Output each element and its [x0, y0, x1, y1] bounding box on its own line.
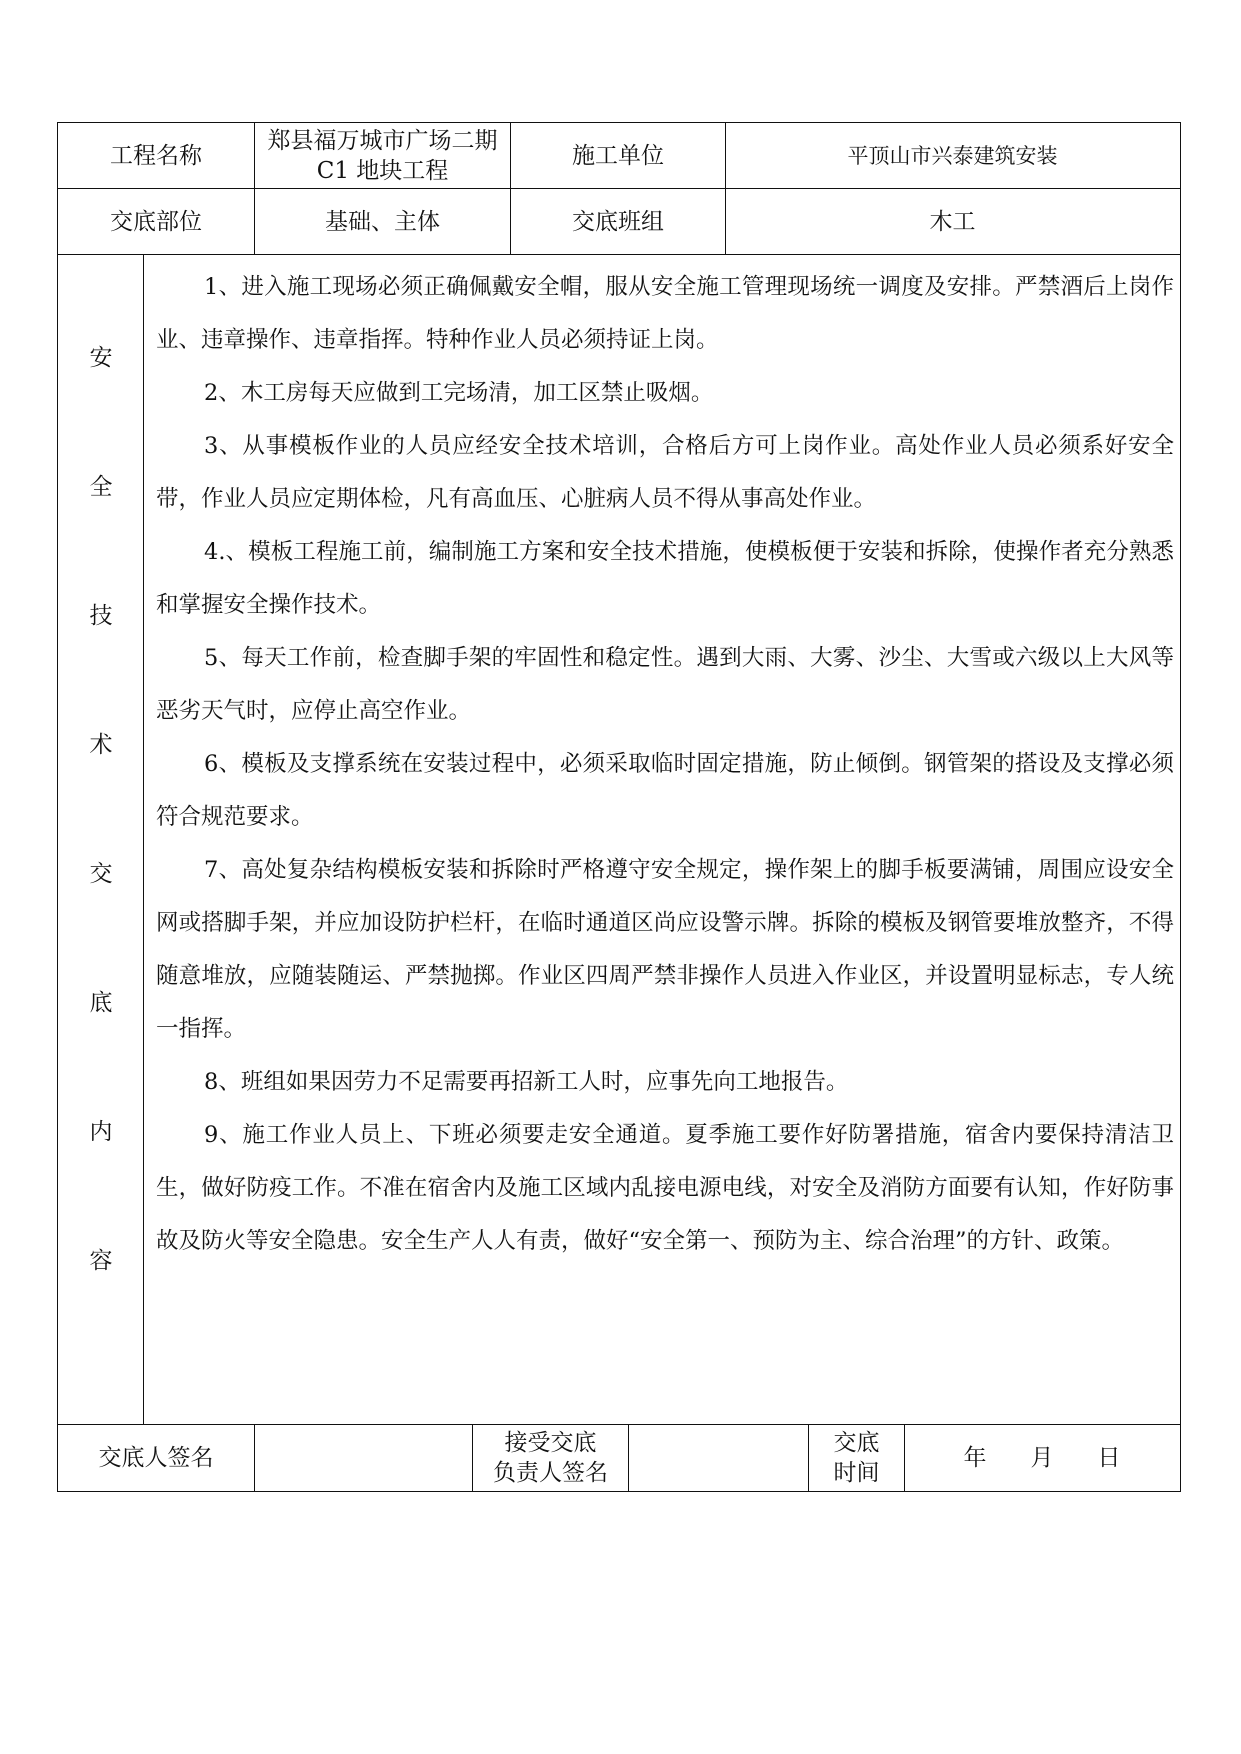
contractor-value: 平顶山市兴泰建筑安装 — [847, 143, 1058, 168]
side-char: 底 — [89, 990, 113, 1016]
project-name-label: 工程名称 — [58, 123, 255, 188]
header-row-part — [58, 189, 1180, 255]
briefing-paragraph: 3、从事模板作业的人员应经安全技术培训，合格后方可上岗作业。高处作业人员必须系好安全带，作业人员应定期体检，凡有高血压、心脏病人员不得从事高处作业。 — [156, 433, 1174, 512]
month-label: 月 — [1030, 1445, 1054, 1471]
safety-content-side-label — [58, 255, 144, 1424]
project-name-line1: 郑县福万城市广场二期 — [267, 127, 498, 154]
side-char: 容 — [89, 1248, 113, 1274]
time-label — [809, 1425, 905, 1491]
briefing-paragraph: 5、每天工作前，检查脚手架的牢固性和稳定性。遇到大雨、大雾、沙尘、大雪或六级以上大风等恶劣天气时，应停止高空作业。 — [156, 645, 1174, 724]
side-char: 术 — [89, 732, 113, 758]
receiver-label-line2: 负责人签名 — [493, 1460, 608, 1486]
part-label: 交底部位 — [58, 189, 255, 254]
part-value: 基础、主体 — [255, 189, 511, 254]
safety-briefing-form — [57, 122, 1181, 1492]
side-char: 全 — [89, 474, 113, 500]
team-value: 木工 — [929, 208, 976, 235]
project-name-line2: C1 地块工程 — [316, 157, 449, 184]
side-char: 交 — [89, 861, 113, 887]
content-row — [58, 255, 1180, 1425]
date-field[interactable] — [905, 1425, 1179, 1491]
signer-signature-field[interactable] — [255, 1425, 473, 1491]
time-label-line1: 交底 — [833, 1430, 880, 1456]
contractor-label: 施工单位 — [511, 123, 726, 188]
briefing-paragraph: 2、木工房每天应做到工完场清，加工区禁止吸烟。 — [204, 380, 714, 406]
briefing-paragraph: 7、高处复杂结构模板安装和拆除时严格遵守安全规定，操作架上的脚手板要满铺，周围应设安全网或搭脚手架，并应加设防护栏杆，在临时通道区尚应设警示牌。拆除的模板及钢管要堆放整齐，不得随意堆放，应随装随运、严禁抛掷。作业区四周严禁非操作人员进入作业区，并设置明显标志，专人统一指挥。 — [156, 857, 1174, 1042]
time-label-line2: 时间 — [833, 1460, 880, 1486]
receiver-label-line1: 接受交底 — [504, 1430, 597, 1456]
header-row-project — [58, 123, 1180, 189]
receiver-signature-field[interactable] — [629, 1425, 809, 1491]
year-label: 年 — [963, 1445, 987, 1471]
signature-row — [58, 1425, 1180, 1491]
team-label: 交底班组 — [511, 189, 726, 254]
project-name-value — [255, 123, 511, 188]
signer-label: 交底人签名 — [58, 1425, 255, 1491]
side-char: 安 — [89, 345, 113, 371]
briefing-content — [156, 261, 1174, 1268]
briefing-paragraph: 9、施工作业人员上、下班必须要走安全通道。夏季施工要作好防署措施，宿舍内要保持清洁卫生，做好防疫工作。不准在宿舍内及施工区域内乱接电源电线，对安全及消防方面要有认知，作好防事故及防火等安全隐患。安全生产人人有责，做好“安全第一、预防为主、综合治理”的方针、政策。 — [156, 1122, 1174, 1254]
briefing-paragraph: 6、模板及支撑系统在安装过程中，必须采取临时固定措施，防止倾倒。钢管架的搭设及支撑必须符合规范要求。 — [156, 751, 1174, 830]
briefing-paragraph: 1、进入施工现场必须正确佩戴安全帽，服从安全施工管理现场统一调度及安排。严禁酒后上岗作业、违章操作、违章指挥。特种作业人员必须持证上岗。 — [156, 274, 1174, 353]
day-label: 日 — [1097, 1445, 1121, 1471]
receiver-label — [473, 1425, 629, 1491]
side-char: 技 — [89, 603, 113, 629]
side-char: 内 — [89, 1119, 113, 1145]
briefing-paragraph: 4.、模板工程施工前，编制施工方案和安全技术措施，使模板便于安装和拆除，使操作者充分熟悉和掌握安全操作技术。 — [156, 539, 1174, 618]
briefing-paragraph: 8、班组如果因劳力不足需要再招新工人时，应事先向工地报告。 — [204, 1069, 849, 1095]
